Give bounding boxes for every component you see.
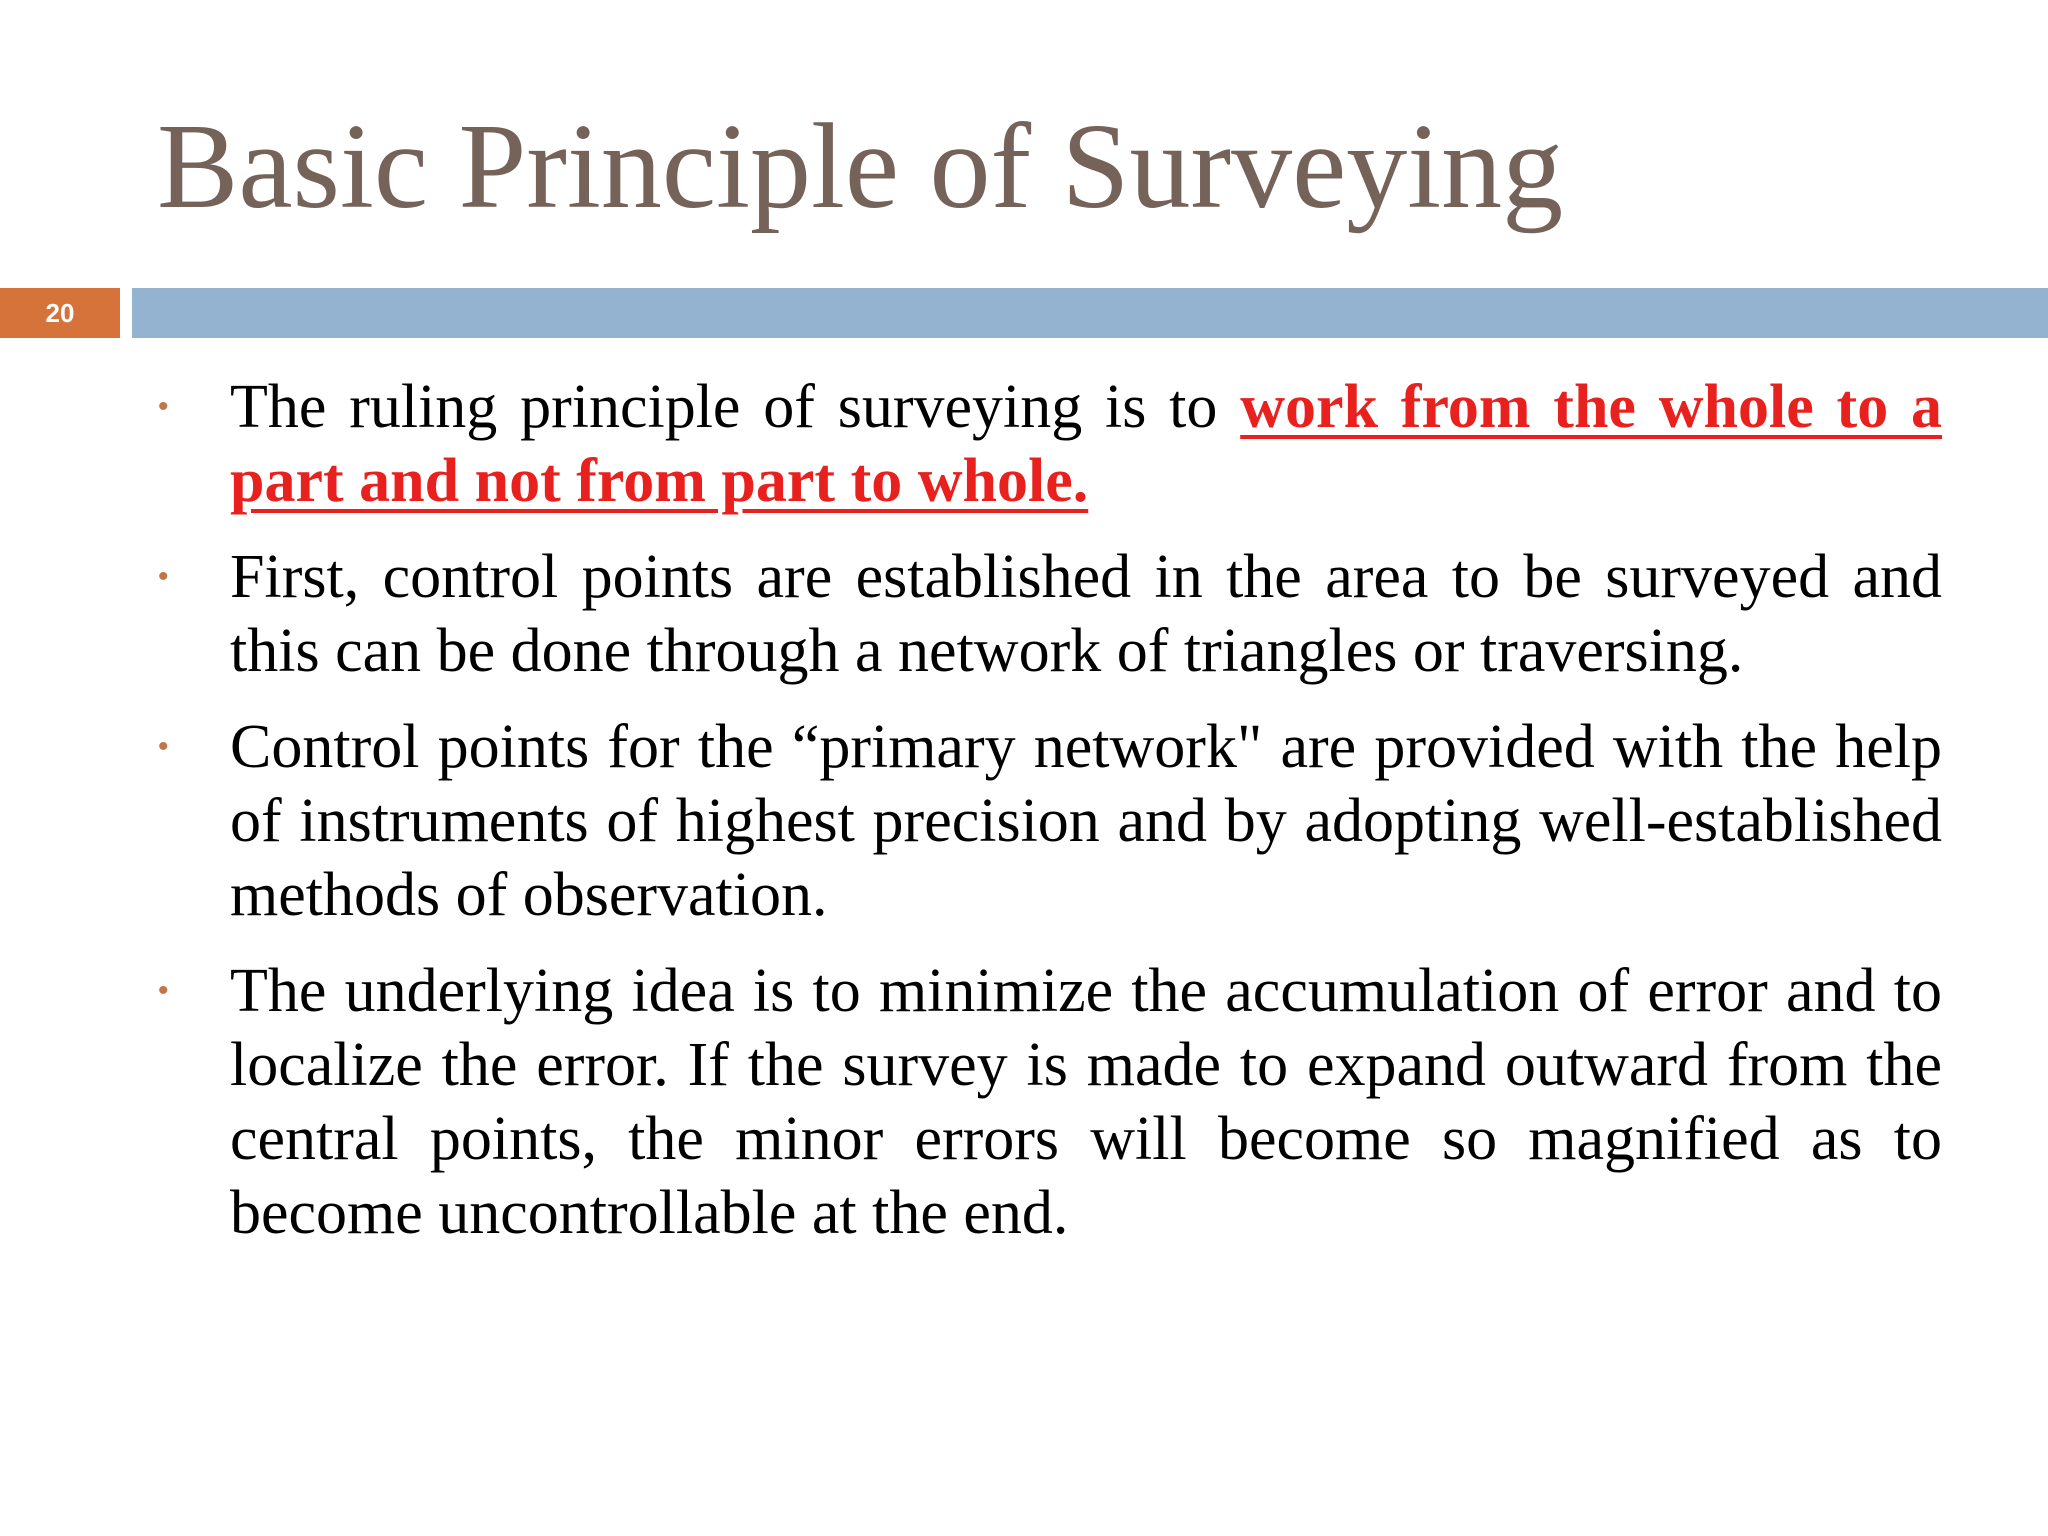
slide-title: Basic Principle of Surveying — [157, 99, 1564, 234]
bullet-marker: • — [158, 560, 169, 593]
bullet-item-ruling-principle — [150, 370, 1942, 518]
bullet-text: The ruling principle of surveying is to — [230, 373, 1241, 441]
bullet-text: The underlying idea is to minimize the accumulation of error and to localize the error. If the survey is made to expand outward from the central points, the minor errors will become so magnified as to become uncontrollable at the end. — [230, 957, 1942, 1247]
bullet-marker: • — [158, 730, 169, 763]
bullet-text: Control points for the “primary network" are provided with the help of instruments of highest precision and by adopting well-established methods of observation. — [230, 713, 1942, 929]
bullet-item-control-points — [150, 540, 1942, 688]
bullet-marker: • — [158, 390, 169, 423]
page-number-badge: 20 — [0, 288, 120, 338]
highlighted-principle: work from the whole to a part and not from part to whole. — [230, 373, 1942, 515]
bullet-marker: • — [158, 974, 169, 1007]
bullet-list — [150, 370, 1942, 1272]
bullet-item-underlying-idea — [150, 954, 1942, 1250]
bullet-text: First, control points are established in the area to be surveyed and this can be done through a network of triangles or traversing. — [230, 543, 1942, 685]
title-divider-bar — [132, 288, 2048, 338]
bullet-item-primary-network — [150, 710, 1942, 932]
